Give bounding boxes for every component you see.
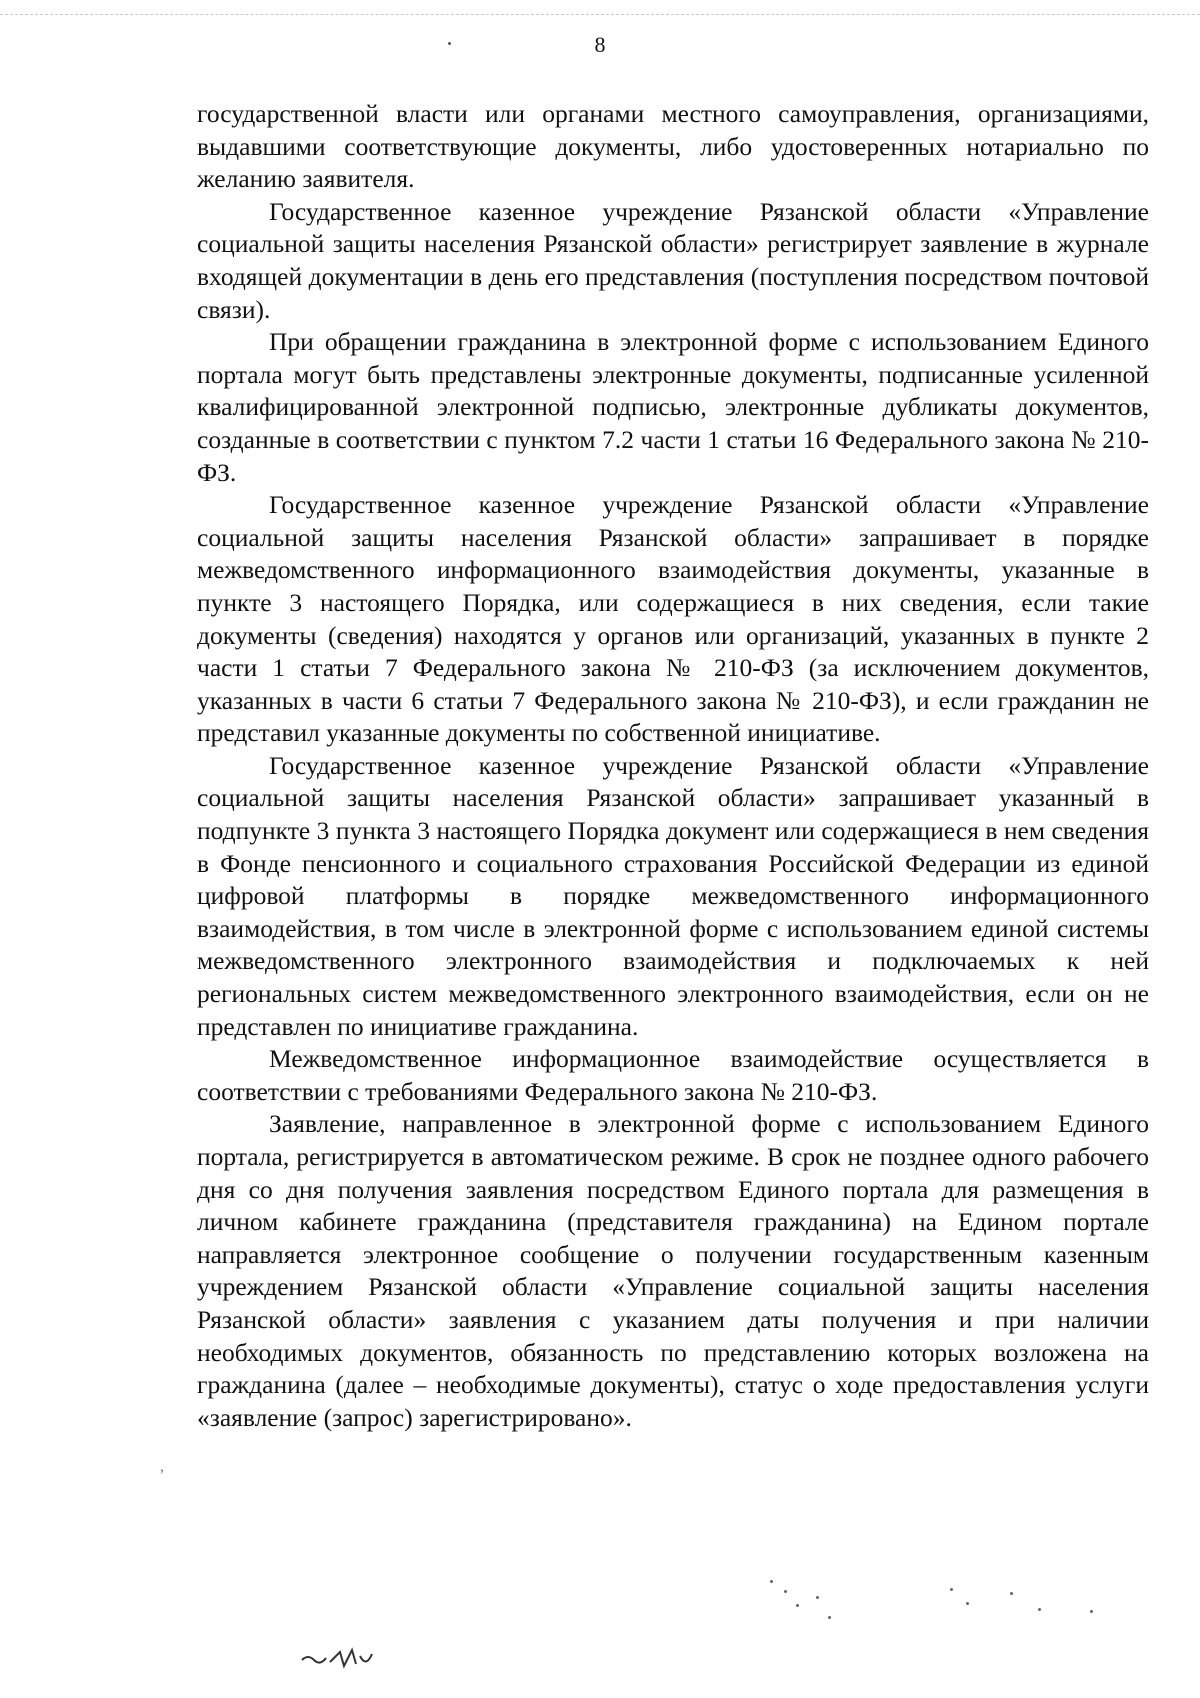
handwritten-scribble — [300, 1640, 390, 1680]
paragraph: Государственное казенное учреждение Рязанской области «Управление социальной защиты населения Рязанской области» запрашивает указанный в подпункте 3 пункта 3 настоящего Порядка документ или содержащиеся в нем сведения в Фонде пенсионного и социального страхования Российской Федерации из единой цифровой платформы в порядке межведомственного информационного взаимодействия, в том числе в электронной форме с использованием единой системы межведомственного электронного взаимодействия и подключаемых к ней региональных систем межведомственного электронного взаимодействия, если он не представлен по инициативе гражданина. — [197, 750, 1149, 1041]
paragraph: При обращении гражданина в электронной форме с использованием Единого портала могут быть представлены электронные документы, подписанные усиленной квалифицированной электронной подписью, электронные дубликаты документов, созданные в соответствии с пунктом 7.2 части 1 статьи 16 Федерального закона № 210-ФЗ. — [197, 327, 1149, 487]
paragraph: Межведомственное информационное взаимодействие осуществляется в соответствии с требованиями Федерального закона № 210-ФЗ. — [197, 1044, 1149, 1106]
scan-edge-line — [0, 14, 1200, 15]
document-body — [197, 98, 1149, 1434]
paragraph: Государственное казенное учреждение Рязанской области «Управление социальной защиты населения Рязанской области» запрашивает в порядке межведомственного информационного взаимодействия документы, указанные в пункте 3 настоящего Порядка, или содержащиеся в них сведения, если такие документы (сведения) находятся у органов или организаций, указанных в пункте 2 части 1 статьи 7 Федерального закона № 210-ФЗ (за исключением документов, указанных в части 6 статьи 7 Федерального закона № 210-ФЗ), и если гражданин не представил указанные документы по собственной инициативе. — [197, 490, 1149, 748]
margin-mark: , — [160, 1458, 164, 1475]
paragraph: Государственное казенное учреждение Рязанской области «Управление социальной защиты населения Рязанской области» регистрирует заявление в журнале входящей документации в день его представления (поступления посредством почтовой связи). — [197, 196, 1149, 324]
paragraph: государственной власти или органами местного самоуправления, организациями, выдавшими соответствующие документы, либо удостоверенных нотариально по желанию заявителя. — [197, 99, 1149, 194]
page-number: 8 — [594, 32, 606, 57]
paragraph: Заявление, направленное в электронной форме с использованием Единого портала, регистрируется в автоматическом режиме. В срок не позднее одного рабочего дня со дня получения заявления посредством Единого портала для размещения в личном кабинете гражданина (представителя гражданина) на Едином портале направляется электронное сообщение о получении государственным казенным учреждением Рязанской области «Управление социальной защиты населения Рязанской области» заявления с указанием даты получения и при наличии необходимых документов, обязанность по представлению которых возложена на гражданина (далее – необходимые документы), статус о ходе предоставления услуги «заявление (запрос) зарегистрировано». — [197, 1109, 1149, 1432]
